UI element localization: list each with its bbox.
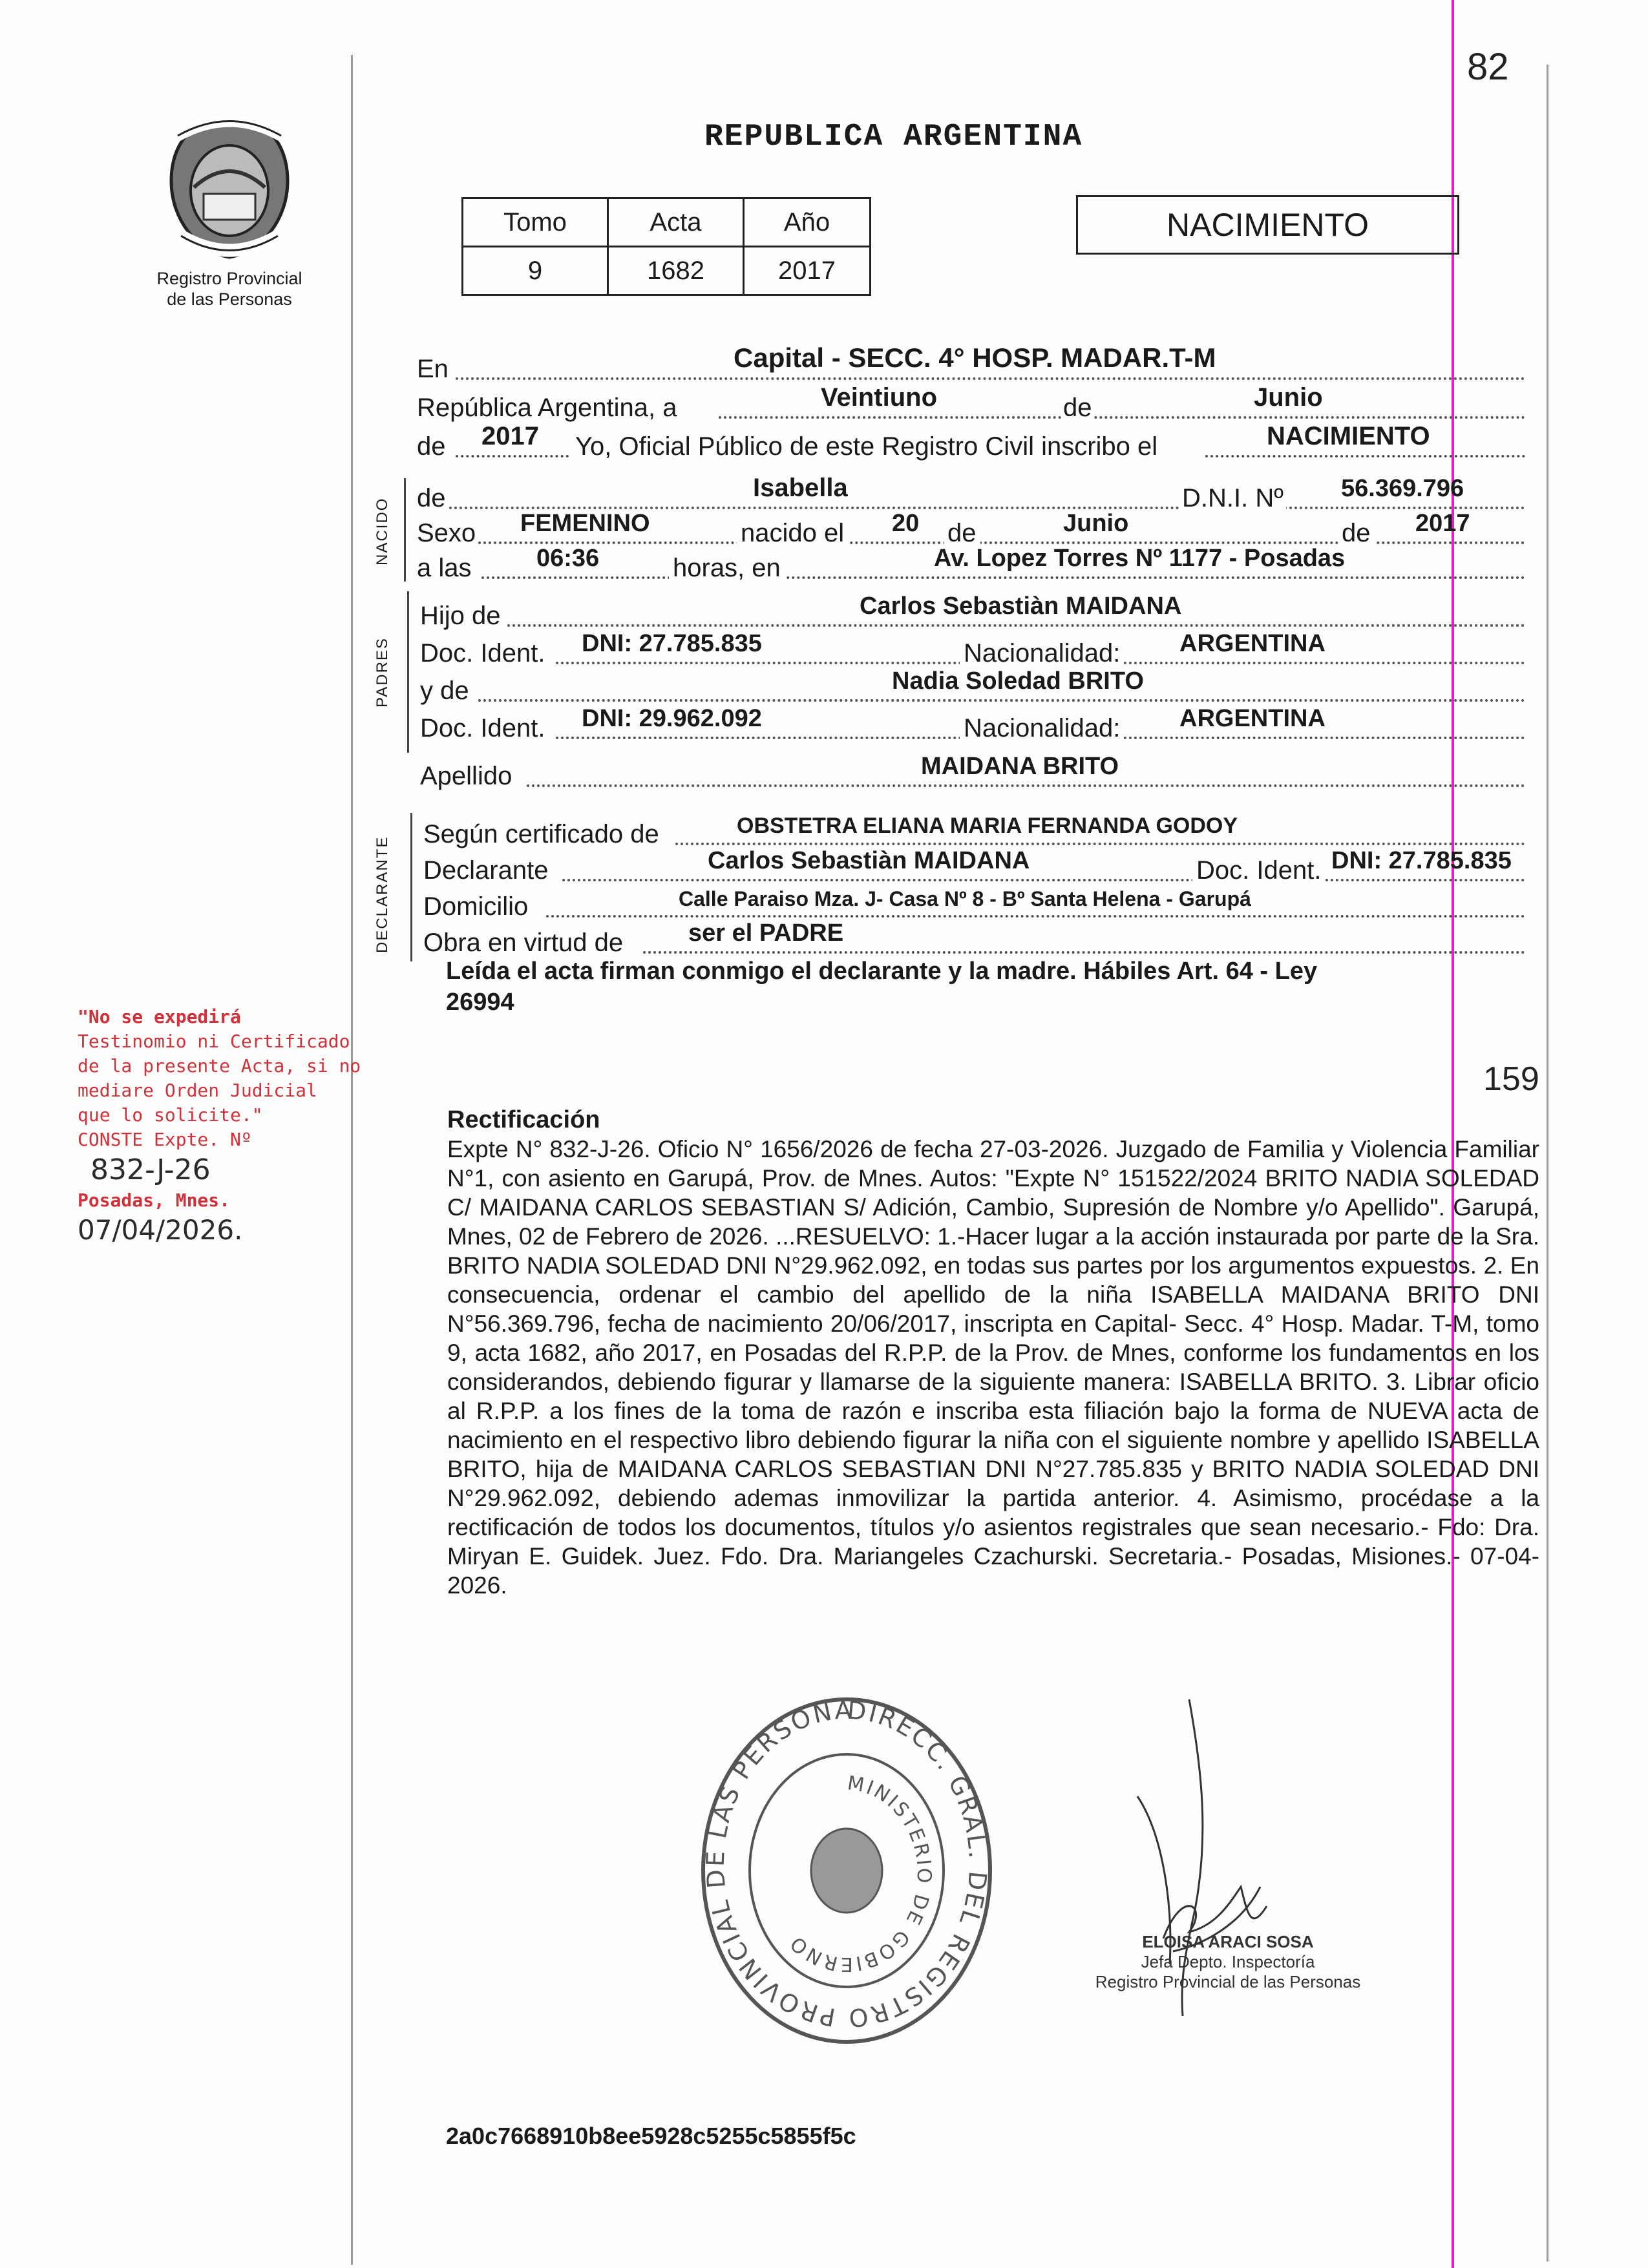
field-nacido-name <box>417 474 1525 513</box>
tomo-acta-ano-table <box>461 197 871 296</box>
certificado-label: Según certificado de <box>423 820 659 848</box>
y-de-label: y de <box>420 677 469 705</box>
section-bracket-nacido <box>404 478 406 582</box>
red-legal-stamp <box>78 1005 375 1248</box>
field-nacido-sexo <box>417 512 1525 548</box>
registry-name <box>123 268 336 310</box>
declarante-doc: DNI: 27.785.835 <box>1331 847 1512 874</box>
nacido-label: nacido el <box>737 519 848 548</box>
month-value: Junio <box>1254 383 1323 412</box>
field-domicilio <box>423 885 1525 921</box>
de-label: de <box>1063 394 1092 422</box>
mother-nac-label: Nacionalidad: <box>960 714 1124 743</box>
field-hijo-de <box>420 594 1525 631</box>
dotted-leader <box>456 377 1525 380</box>
nacido-de-label: de <box>417 484 446 512</box>
rectificacion-title: Rectificación <box>447 1106 600 1133</box>
side-label-nacido: NACIDO <box>374 497 391 565</box>
declarante-label: Declarante <box>423 856 549 885</box>
right-margin-rule <box>1547 65 1548 2262</box>
birth-month: Junio <box>1063 510 1129 537</box>
leida-line-1: Leída el acta firman conmigo el declarante y la madre. Hábiles Art. 64 - Ley <box>446 958 1318 985</box>
field-obra <box>423 921 1525 958</box>
year-value: 2017 <box>481 422 539 450</box>
rectificacion-body: Expte N° 832-J-26. Oficio N° 1656/2026 de fecha 27-03-2026. Juzgado de Familia y Violencia Familiar N°1, con asiento en Garupá, Prov. de Mnes. Autos: "Expte N° 151522/2024 BRITO NADIA SOLEDAD C/ MAIDANA CARLOS SEBASTIAN S/ Adición, Cambio, Supresión de Nombre y/o Apellido". Garupá, Mnes, 02 de Febrero de 2026. ...RESUELVO: 1.-Hacer lugar a la acción instaurada por parte de la Sra. BRITO NADIA SOLEDAD DNI N°29.962.092, en todas sus partes por los argumentos expuestos. 2. En consecuencia, ordenar el cambio del apellido de la niña ISABELLA MAIDANA BRITO DNI N°56.369.796, fecha de nacimiento 20/06/2017, inscripta en Capital- Secc. 4° Hosp. Madar. T-M, tomo 9, acta 1682, año 2017, en Posadas del R.P.P. de la Prov. de Mnes, conforme los fundamentos en los considerandos, debiendo figurar y llamarse de la siguiente manera: ISABELLA BRITO. 3. Librar oficio al R.P.P. a los fines de la toma de razón e inscriba esta filiación bajo la forma de NUEVA acta de nacimiento en el respectivo libro debiendo figurar la niña con el siguiente nombre y apellido ISABELLA BRITO, hija de MAIDANA CARLOS SEBASTIAN DNI N°27.785.835 y BRITO NADIA SOLEDAD DNI N°29.962.092, debiendo ademas inmovilizar la partida anterior. 4. Asimismo, procédase a la rectificación de todos los documentos, títulos y/o asientos registrales que sean necesario.- Fdo: Dra. Miryan E. Guidek. Juez. Fdo. Dra. Mariangeles Czachurski. Secretaria.- Posadas, Misiones.- 07-04-2026. <box>447 1136 1539 1599</box>
hijo-de-label: Hijo de <box>420 602 501 630</box>
page-number-top: 82 <box>1467 46 1509 88</box>
inscribo-value: NACIMIENTO <box>1267 422 1430 450</box>
signature-block <box>1060 1932 1396 1992</box>
birth-year: 2017 <box>1415 510 1470 537</box>
father-name: Carlos Sebastiàn MAIDANA <box>860 593 1182 620</box>
mother-doc: DNI: 29.962.092 <box>582 705 762 732</box>
table-value-row <box>463 247 871 295</box>
birth-time: 06:36 <box>536 545 600 572</box>
en-label: En <box>417 355 449 383</box>
dotted-leader <box>643 951 1525 954</box>
signer-name: ELOISA ARACI SOSA <box>1142 1932 1314 1951</box>
dotted-leader <box>719 416 1525 419</box>
en-value: Capital - SECC. 4° HOSP. MADAR.T-M <box>734 342 1216 373</box>
dotted-leader <box>481 576 1525 579</box>
dotted-leader <box>562 879 1525 881</box>
birth-de-label-2: de <box>1338 519 1375 548</box>
stamp-line: mediare Orden Judicial <box>78 1080 317 1101</box>
side-label-padres: PADRES <box>374 637 391 708</box>
table-value-cell: 1682 <box>608 247 744 295</box>
field-mother-doc <box>420 707 1525 743</box>
horas-label: horas, en <box>669 554 785 583</box>
apellido-value: MAIDANA BRITO <box>921 753 1119 780</box>
stamp-line: CONSTE Expte. Nº <box>78 1129 252 1150</box>
stamp-line: "No se expedirá <box>78 1006 241 1027</box>
mother-name: Nadia Soledad BRITO <box>892 667 1144 695</box>
birth-de-label: de <box>944 519 980 548</box>
official-round-stamp <box>698 1693 995 2048</box>
declarante-value: Carlos Sebastiàn MAIDANA <box>708 847 1030 874</box>
leida-line-2: 26994 <box>446 989 514 1016</box>
domicilio-value: Calle Paraiso Mza. J- Casa Nº 8 - Bº Santa Helena - Garupá <box>679 887 1251 910</box>
father-nac-label: Nacionalidad: <box>960 639 1124 668</box>
sexo-label: Sexo <box>417 519 476 547</box>
table-header-row <box>463 198 871 247</box>
obra-value: ser el PADRE <box>688 919 844 947</box>
signer-role: Jefa Depto. Inspectoría <box>1141 1952 1315 1971</box>
father-nationality: ARGENTINA <box>1179 630 1326 657</box>
day-words: Veintiuno <box>821 383 937 412</box>
province-seal <box>155 110 304 265</box>
stamp-line: de la presente Acta, si no <box>78 1055 361 1076</box>
domicilio-label: Domicilio <box>423 892 529 921</box>
registry-name-line2: de las Personas <box>167 289 292 309</box>
field-apellido <box>420 755 1525 791</box>
dotted-leader <box>456 455 569 457</box>
record-type-box: NACIMIENTO <box>1076 195 1459 255</box>
dotted-leader <box>546 915 1525 918</box>
stamp-inner-text: MINISTERIO DE GOBIERNO <box>785 1772 936 1976</box>
field-nacido-hora <box>417 547 1525 583</box>
table-header-cell: Tomo <box>463 198 608 247</box>
side-label-declarante: DECLARANTE <box>374 835 391 953</box>
year-label: de <box>417 432 446 461</box>
registry-name-line1: Registro Provincial <box>156 269 302 288</box>
stamp-outer-text: DIRECC. GRAL. DEL REGISTRO PROVINCIAL DE LAS PERSONA <box>701 1696 993 2033</box>
a-las-label: a las <box>417 554 472 582</box>
apellido-label: Apellido <box>420 762 512 790</box>
field-en <box>417 342 1525 384</box>
oficial-text: Yo, Oficial Público de este Registro Civil inscribo el <box>575 432 1158 461</box>
stamp-line: que lo solicite." <box>78 1104 263 1126</box>
field-father-doc <box>420 632 1525 668</box>
stamp-expte: 832-J-26 <box>90 1153 211 1186</box>
stamp-line: Testinomio ni Certificado <box>78 1031 350 1052</box>
page-number-middle: 159 <box>1483 1060 1539 1098</box>
certificado-value: OBSTETRA ELIANA MARIA FERNANDA GODOY <box>737 814 1238 838</box>
field-declarante <box>423 849 1525 885</box>
signer-org: Registro Provincial de las Personas <box>1095 1972 1361 1991</box>
table-header-cell: Acta <box>608 198 744 247</box>
mother-doc-label: Doc. Ident. <box>420 714 545 742</box>
section-bracket-declarante <box>410 813 412 961</box>
sexo-value: FEMENINO <box>520 510 650 537</box>
field-y-de <box>420 669 1525 706</box>
field-certificado <box>423 813 1525 849</box>
birth-place: Av. Lopez Torres Nº 1177 - Posadas <box>934 545 1346 572</box>
magenta-margin-line <box>1452 0 1454 2268</box>
dotted-leader <box>449 507 1525 509</box>
table-value-cell: 9 <box>463 247 608 295</box>
table-value-cell: 2017 <box>744 247 871 295</box>
birth-day: 20 <box>892 510 920 537</box>
dotted-leader <box>527 784 1525 787</box>
declarante-doc-label: Doc. Ident. <box>1192 856 1325 885</box>
field-oficial <box>417 422 1525 461</box>
mother-nationality: ARGENTINA <box>1179 705 1326 732</box>
father-doc-label: Doc. Ident. <box>420 639 545 667</box>
father-doc: DNI: 27.785.835 <box>582 630 762 657</box>
stamp-line: Posadas, Mnes. <box>78 1190 231 1211</box>
obra-label: Obra en virtud de <box>423 929 624 957</box>
section-bracket-padres <box>407 591 409 753</box>
dotted-leader <box>1205 455 1525 457</box>
dni-label: D.N.I. Nº <box>1179 484 1286 513</box>
child-name: Isabella <box>753 474 848 502</box>
republica-label: República Argentina, a <box>417 394 677 422</box>
document-hash: 2a0c7668910b8ee5928c5255c5855f5c <box>446 2123 856 2149</box>
dotted-leader <box>507 624 1525 627</box>
document-title: REPUBLICA ARGENTINA <box>704 120 1083 154</box>
child-dni: 56.369.796 <box>1341 475 1464 502</box>
field-republica <box>417 383 1525 423</box>
table-header-cell: Año <box>744 198 871 247</box>
stamp-date: 07/04/2026. <box>78 1214 243 1246</box>
dotted-leader <box>478 699 1525 702</box>
dotted-leader <box>675 843 1525 845</box>
